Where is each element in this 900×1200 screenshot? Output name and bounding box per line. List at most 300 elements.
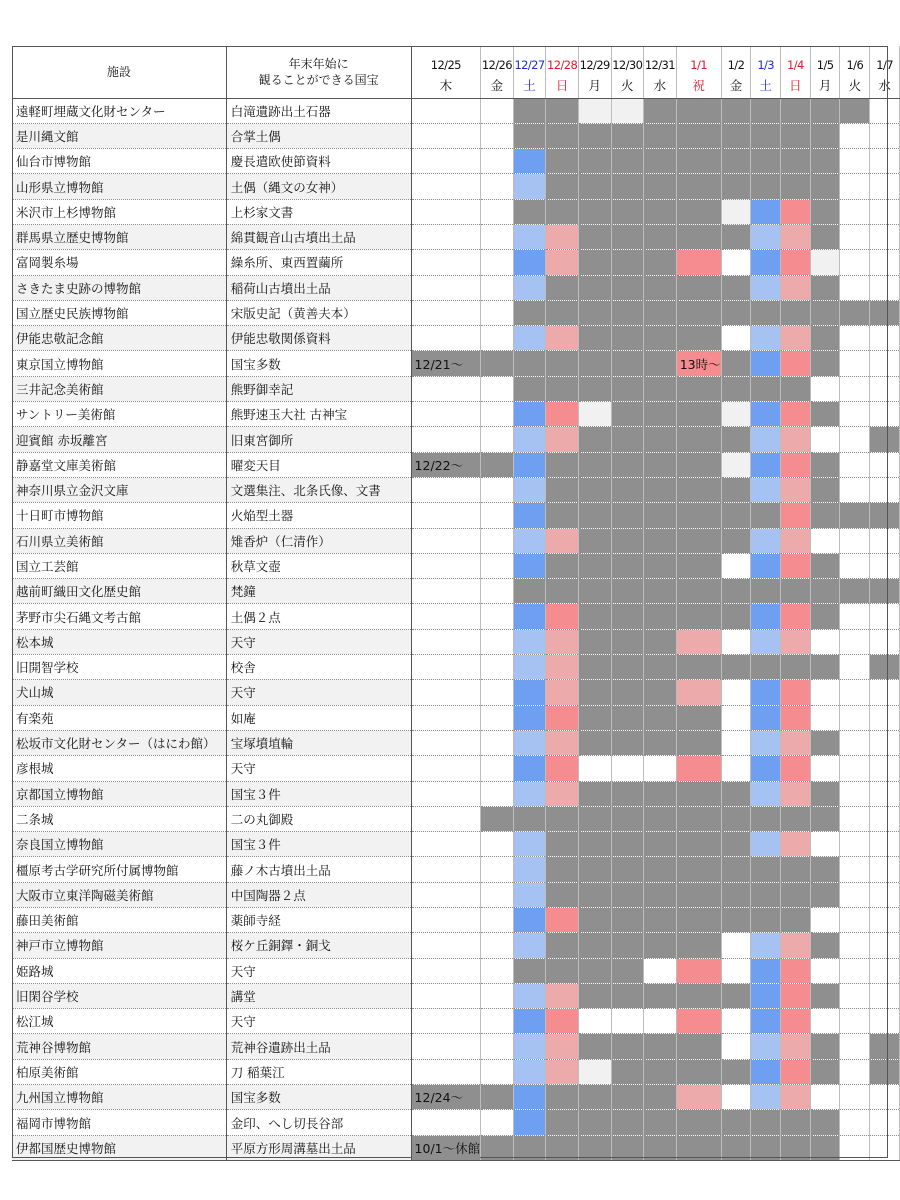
day-status-cell [513, 224, 546, 249]
day-status-cell [721, 477, 751, 502]
national-treasure-name: 国宝３件 [226, 781, 411, 806]
day-status-cell [676, 1009, 721, 1034]
day-status-cell [870, 781, 900, 806]
table-row [12, 1110, 900, 1135]
national-treasure-name: 薬師寺経 [226, 908, 411, 933]
date-header: 12/27 [513, 46, 546, 72]
day-status-cell [721, 300, 751, 325]
day-status-cell [411, 503, 481, 528]
table-row [12, 756, 900, 781]
day-status-cell [411, 655, 481, 680]
day-status-cell [578, 1135, 611, 1160]
day-status-cell [481, 199, 514, 224]
day-status-cell [578, 730, 611, 755]
day-status-cell [676, 528, 721, 553]
day-status-cell [870, 477, 900, 502]
day-status-cell [870, 174, 900, 199]
date-header: 12/31 [644, 46, 677, 72]
day-status-cell [676, 123, 721, 148]
day-status-cell [840, 705, 870, 730]
day-status-cell [611, 781, 644, 806]
day-status-cell [644, 882, 677, 907]
table-row [12, 730, 900, 755]
table-row [12, 705, 900, 730]
day-status-cell [840, 655, 870, 680]
day-status-cell [810, 781, 840, 806]
day-status-cell [611, 629, 644, 654]
day-status-cell [676, 149, 721, 174]
national-treasure-header [226, 46, 411, 98]
day-status-cell [513, 351, 546, 376]
day-status-cell [578, 579, 611, 604]
table-row [12, 351, 900, 376]
day-status-cell [840, 1034, 870, 1059]
day-status-cell [513, 199, 546, 224]
day-status-cell [751, 882, 781, 907]
day-status-cell [721, 1059, 751, 1084]
day-status-cell [870, 958, 900, 983]
day-status-cell [513, 857, 546, 882]
day-status-cell [840, 933, 870, 958]
day-status-cell [513, 1085, 546, 1110]
day-status-cell [751, 452, 781, 477]
day-status-cell [810, 224, 840, 249]
day-status-cell [721, 351, 751, 376]
day-status-cell [481, 98, 514, 123]
day-status-cell [481, 149, 514, 174]
day-status-cell [481, 1059, 514, 1084]
day-status-cell [721, 730, 751, 755]
day-status-cell [644, 983, 677, 1008]
day-status-cell [411, 98, 481, 123]
day-status-cell [644, 1110, 677, 1135]
day-status-cell [781, 477, 811, 502]
day-status-cell [721, 376, 751, 401]
facility-name: 橿原考古学研究所付属博物館 [12, 857, 226, 882]
day-status-cell [546, 579, 579, 604]
day-status-cell [810, 958, 840, 983]
day-status-cell [870, 351, 900, 376]
day-status-cell [481, 427, 514, 452]
day-status-cell [781, 1034, 811, 1059]
date-header: 1/6 [840, 46, 870, 72]
day-status-cell [578, 224, 611, 249]
day-status-cell [870, 402, 900, 427]
day-status-cell [546, 629, 579, 654]
national-treasure-name: 繰糸所、東西置繭所 [226, 250, 411, 275]
day-status-cell [676, 1085, 721, 1110]
day-status-cell [676, 882, 721, 907]
day-status-cell: 12/24〜 [411, 1085, 481, 1110]
day-status-cell [644, 376, 677, 401]
day-status-cell [513, 326, 546, 351]
day-status-cell [840, 250, 870, 275]
day-status-cell [513, 629, 546, 654]
day-status-cell [513, 503, 546, 528]
day-status-cell [578, 452, 611, 477]
facility-name: 松本城 [12, 629, 226, 654]
day-status-cell [781, 224, 811, 249]
day-status-cell [751, 300, 781, 325]
day-status-cell: 12/22〜 [411, 452, 481, 477]
day-status-cell [751, 1135, 781, 1160]
day-status-cell [810, 857, 840, 882]
day-status-cell [721, 756, 751, 781]
facility-name: 神戸市立博物館 [12, 933, 226, 958]
day-status-cell [578, 250, 611, 275]
national-treasure-header-line2: 観ることができる国宝 [258, 72, 379, 87]
day-status-cell [546, 933, 579, 958]
day-status-cell [644, 98, 677, 123]
day-status-cell [676, 427, 721, 452]
day-status-cell [840, 503, 870, 528]
facility-name: 奈良国立博物館 [12, 832, 226, 857]
day-status-cell [721, 705, 751, 730]
weekday-header: 土 [751, 72, 781, 98]
day-status-cell [676, 958, 721, 983]
day-status-cell [644, 958, 677, 983]
facility-name: 大阪市立東洋陶磁美術館 [12, 882, 226, 907]
day-status-cell [781, 781, 811, 806]
day-status-cell [513, 705, 546, 730]
day-status-cell [840, 351, 870, 376]
facility-name: 東京国立博物館 [12, 351, 226, 376]
facility-name: さきたま史跡の博物館 [12, 275, 226, 300]
day-status-cell [546, 503, 579, 528]
national-treasure-name: 中国陶器２点 [226, 882, 411, 907]
day-status-cell [644, 1135, 677, 1160]
day-status-cell [513, 149, 546, 174]
day-status-cell [751, 275, 781, 300]
national-treasure-name: 火焔型土器 [226, 503, 411, 528]
day-status-cell [781, 832, 811, 857]
day-status-cell [411, 199, 481, 224]
day-status-cell [644, 351, 677, 376]
national-treasure-name: 合掌土偶 [226, 123, 411, 148]
national-treasure-name: 宝塚墳埴輪 [226, 730, 411, 755]
day-status-cell [810, 1034, 840, 1059]
national-treasure-name: 宋版史記（黄善夫本） [226, 300, 411, 325]
day-status-cell [810, 477, 840, 502]
day-status-cell [721, 1110, 751, 1135]
day-status-cell [546, 806, 579, 831]
day-status-cell [676, 98, 721, 123]
day-status-cell [751, 806, 781, 831]
day-status-cell [721, 629, 751, 654]
national-treasure-header-line1: 年末年始に [288, 56, 349, 71]
table-row [12, 983, 900, 1008]
national-treasure-name: 天守 [226, 629, 411, 654]
day-status-cell [644, 402, 677, 427]
national-treasure-name: 国宝３件 [226, 832, 411, 857]
day-status-cell [411, 933, 481, 958]
national-treasure-name: 桜ケ丘銅鐸・銅戈 [226, 933, 411, 958]
day-status-cell [676, 781, 721, 806]
day-status-cell [611, 477, 644, 502]
day-status-cell [870, 629, 900, 654]
day-status-cell [611, 958, 644, 983]
facility-name: 国立歴史民族博物館 [12, 300, 226, 325]
day-status-cell [840, 326, 870, 351]
day-status-cell [840, 427, 870, 452]
day-status-cell [546, 1135, 579, 1160]
day-status-cell [481, 503, 514, 528]
day-status-cell [676, 300, 721, 325]
day-status-cell [840, 149, 870, 174]
table-row [12, 300, 900, 325]
day-status-cell [870, 1059, 900, 1084]
day-status-cell [781, 351, 811, 376]
day-status-cell [578, 958, 611, 983]
table-row [12, 250, 900, 275]
day-status-cell [781, 123, 811, 148]
national-treasure-name: 雉香炉（仁清作） [226, 528, 411, 553]
day-status-cell [644, 832, 677, 857]
day-status-cell [676, 224, 721, 249]
day-status-cell [611, 123, 644, 148]
day-status-cell [481, 174, 514, 199]
day-status-cell [644, 781, 677, 806]
day-status-cell [546, 149, 579, 174]
day-status-cell [578, 477, 611, 502]
day-status-cell [781, 730, 811, 755]
day-status-cell [644, 452, 677, 477]
day-status-cell [644, 503, 677, 528]
weekday-header: 祝 [676, 72, 721, 98]
table-row [12, 1059, 900, 1084]
facility-name: 神奈川県立金沢文庫 [12, 477, 226, 502]
day-status-cell [644, 1034, 677, 1059]
day-status-cell [481, 958, 514, 983]
day-status-cell [481, 756, 514, 781]
date-header: 12/26 [481, 46, 514, 72]
day-status-cell [611, 882, 644, 907]
day-status-cell [721, 806, 751, 831]
day-status-cell [751, 199, 781, 224]
day-status-cell [611, 275, 644, 300]
facility-name: 仙台市博物館 [12, 149, 226, 174]
day-status-cell [546, 1110, 579, 1135]
day-status-cell [721, 908, 751, 933]
day-status-cell [781, 452, 811, 477]
weekday-header: 日 [781, 72, 811, 98]
day-status-cell [751, 1059, 781, 1084]
day-status-cell [611, 857, 644, 882]
day-status-cell [513, 730, 546, 755]
weekday-header: 火 [840, 72, 870, 98]
facility-name: 有楽苑 [12, 705, 226, 730]
day-status-cell [513, 604, 546, 629]
day-status-cell [810, 655, 840, 680]
day-status-cell [676, 579, 721, 604]
day-status-cell [751, 351, 781, 376]
day-status-cell [721, 326, 751, 351]
day-status-cell [840, 1059, 870, 1084]
day-status-cell [644, 477, 677, 502]
day-status-cell [810, 629, 840, 654]
day-status-cell [810, 300, 840, 325]
day-status-cell [751, 250, 781, 275]
day-status-cell [411, 528, 481, 553]
day-status-cell [578, 604, 611, 629]
day-status-cell [411, 882, 481, 907]
day-status-cell [546, 983, 579, 1008]
day-status-cell [751, 579, 781, 604]
day-status-cell [611, 326, 644, 351]
day-status-cell [810, 1009, 840, 1034]
day-status-cell [611, 199, 644, 224]
day-status-cell [840, 1110, 870, 1135]
day-status-cell [644, 300, 677, 325]
table-row [12, 98, 900, 123]
day-status-cell [676, 680, 721, 705]
day-status-cell [810, 98, 840, 123]
day-status-cell [481, 832, 514, 857]
day-status-cell [840, 604, 870, 629]
day-status-cell [578, 199, 611, 224]
day-status-cell [411, 427, 481, 452]
table-row [12, 553, 900, 578]
day-status-cell [751, 477, 781, 502]
day-status-cell [870, 604, 900, 629]
day-status-cell [721, 983, 751, 1008]
day-status-cell [870, 376, 900, 401]
day-status-cell [611, 174, 644, 199]
day-status-cell [546, 604, 579, 629]
day-status-cell [870, 149, 900, 174]
day-status-cell [411, 958, 481, 983]
table-row [12, 427, 900, 452]
day-status-cell [578, 123, 611, 148]
day-status-cell [721, 503, 751, 528]
day-status-cell [546, 832, 579, 857]
national-treasure-name: 刀 稲葉江 [226, 1059, 411, 1084]
day-status-cell [481, 224, 514, 249]
day-status-cell [481, 1135, 514, 1160]
day-status-cell [676, 705, 721, 730]
table-row [12, 958, 900, 983]
day-status-cell [751, 680, 781, 705]
day-status-cell [781, 806, 811, 831]
day-status-cell [611, 149, 644, 174]
day-status-cell [644, 1085, 677, 1110]
day-status-cell [781, 705, 811, 730]
day-status-cell [546, 174, 579, 199]
day-status-cell [644, 1009, 677, 1034]
day-status-cell [870, 528, 900, 553]
day-status-cell [810, 604, 840, 629]
day-status-cell: 13時〜 [676, 351, 721, 376]
date-header: 1/1 [676, 46, 721, 72]
day-status-cell [870, 680, 900, 705]
day-status-cell [481, 300, 514, 325]
facility-name: 茅野市尖石縄文考古館 [12, 604, 226, 629]
day-status-cell [411, 756, 481, 781]
day-status-cell [513, 300, 546, 325]
day-status-cell [411, 1059, 481, 1084]
day-status-cell [676, 857, 721, 882]
day-status-cell [578, 402, 611, 427]
day-status-cell [676, 933, 721, 958]
day-status-cell [578, 933, 611, 958]
day-status-cell [870, 908, 900, 933]
day-status-cell [578, 1059, 611, 1084]
day-status-cell [840, 958, 870, 983]
day-status-cell [840, 123, 870, 148]
facility-name: 松坂市文化財センター（はにわ館） [12, 730, 226, 755]
date-header: 1/7 [870, 46, 900, 72]
facility-name: 伊能忠敬記念館 [12, 326, 226, 351]
weekday-header: 水 [644, 72, 677, 98]
date-header: 12/28 [546, 46, 579, 72]
day-status-cell [840, 174, 870, 199]
day-status-cell [578, 781, 611, 806]
day-status-cell [481, 680, 514, 705]
day-status-cell [611, 680, 644, 705]
day-status-cell [578, 427, 611, 452]
day-status-cell [513, 579, 546, 604]
day-status-cell [611, 1009, 644, 1034]
day-status-cell [721, 958, 751, 983]
day-status-cell [411, 1034, 481, 1059]
day-status-cell [546, 477, 579, 502]
day-status-cell [513, 174, 546, 199]
day-status-cell [611, 756, 644, 781]
day-status-cell [644, 806, 677, 831]
day-status-cell [676, 477, 721, 502]
day-status-cell [513, 655, 546, 680]
day-status-cell: 12/21〜 [411, 351, 481, 376]
day-status-cell [870, 452, 900, 477]
day-status-cell [781, 1059, 811, 1084]
facility-name: 柏原美術館 [12, 1059, 226, 1084]
day-status-cell [810, 376, 840, 401]
day-status-cell [411, 705, 481, 730]
day-status-cell [751, 376, 781, 401]
day-status-cell [546, 452, 579, 477]
day-status-cell [870, 705, 900, 730]
national-treasure-name: 金印、へし切長谷部 [226, 1110, 411, 1135]
day-status-cell [870, 882, 900, 907]
date-header: 1/4 [781, 46, 811, 72]
day-status-cell [578, 351, 611, 376]
day-status-cell [611, 1034, 644, 1059]
day-status-cell [810, 882, 840, 907]
day-status-cell [644, 123, 677, 148]
date-header: 1/3 [751, 46, 781, 72]
day-status-cell: 10/1〜休館 [411, 1135, 481, 1160]
day-status-cell [840, 908, 870, 933]
day-status-cell [781, 528, 811, 553]
national-treasure-name: 土偶（縄文の女神） [226, 174, 411, 199]
day-status-cell [840, 528, 870, 553]
schedule-body [12, 98, 900, 1160]
day-status-cell [870, 275, 900, 300]
day-status-cell [513, 1135, 546, 1160]
day-status-cell [751, 756, 781, 781]
day-status-cell [751, 655, 781, 680]
table-row [12, 477, 900, 502]
day-status-cell [411, 224, 481, 249]
day-status-cell [810, 402, 840, 427]
day-status-cell [751, 908, 781, 933]
day-status-cell [611, 730, 644, 755]
day-status-cell [481, 579, 514, 604]
day-status-cell [411, 832, 481, 857]
day-status-cell [751, 149, 781, 174]
day-status-cell [411, 983, 481, 1008]
day-status-cell [481, 326, 514, 351]
